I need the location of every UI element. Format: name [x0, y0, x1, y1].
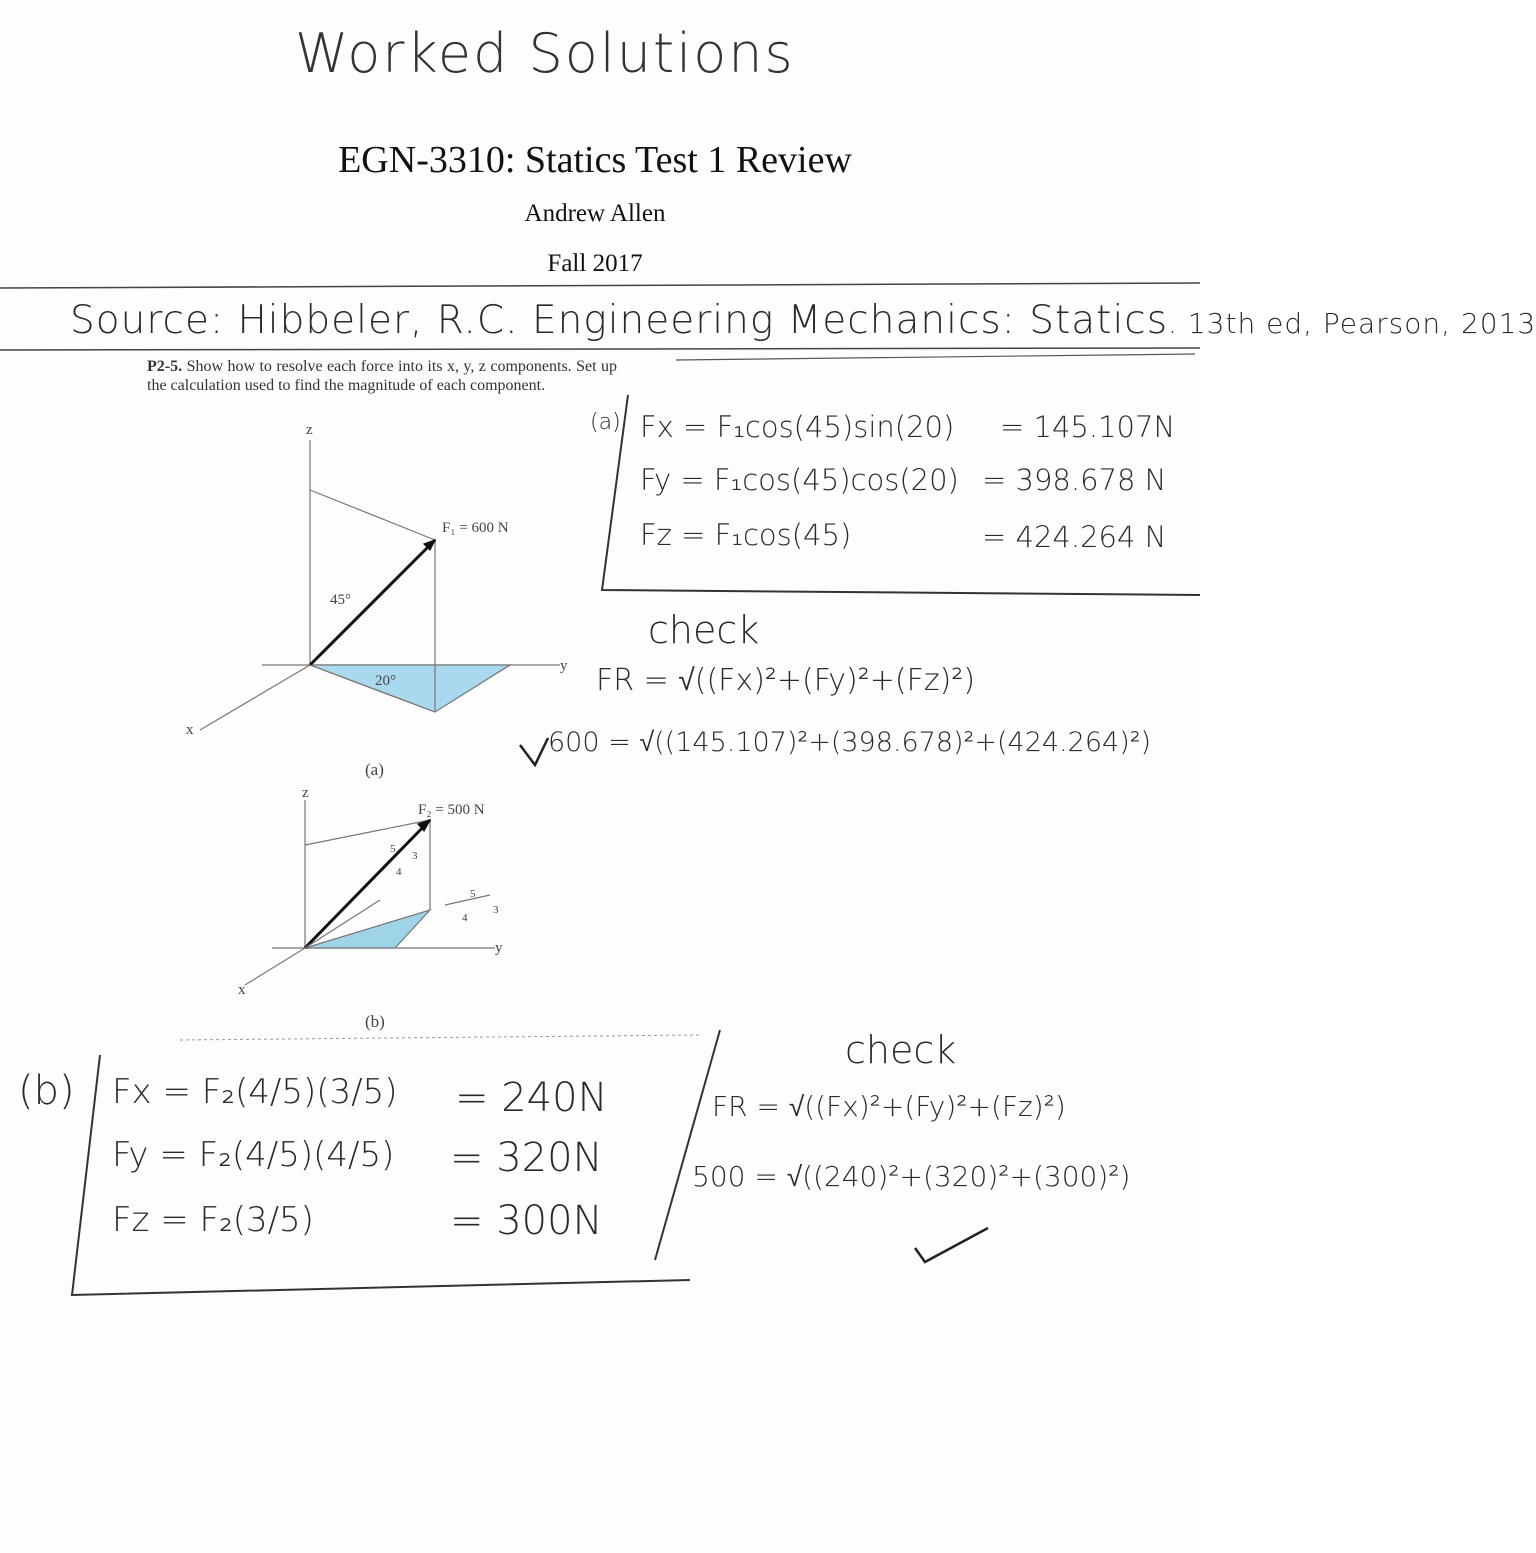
- fig-b-force-label: F₂ = 500 N: [418, 802, 485, 818]
- fig-b-x-label: x: [238, 982, 246, 998]
- fig-a-angle-20: 20°: [375, 673, 396, 689]
- part-a-fx-eq: Fx = F₁cos(45)sin(20): [640, 410, 955, 444]
- fig-a-caption: (a): [365, 760, 384, 779]
- fig-b-tri1-adj: 4: [396, 866, 402, 878]
- fig-b-tri1-hyp: 5: [390, 843, 396, 855]
- fig-b-x-axis: [245, 948, 305, 985]
- part-b-label: (b): [18, 1068, 75, 1114]
- part-b-fy-eq: Fy = F₂(4/5)(4/5): [112, 1135, 395, 1175]
- part-a-check-formula: FR = √((Fx)²+(Fy)²+(Fz)²): [596, 663, 976, 698]
- part-a-fz-val: = 424.264 N: [982, 520, 1167, 554]
- part-b-top-rule: [180, 1035, 700, 1040]
- part-b-divider: [655, 1030, 720, 1260]
- figure-b: [245, 800, 495, 985]
- fig-a-z-label: z: [306, 422, 313, 438]
- handwritten-title: Worked Solutions: [295, 22, 795, 85]
- fig-a-top-line: [310, 490, 435, 540]
- problem-number: P2-5.: [147, 358, 183, 375]
- part-b-fx-val: = 240N: [455, 1075, 608, 1121]
- part-b-fy-val: = 320N: [450, 1135, 603, 1181]
- part-b-check-label: check: [845, 1028, 957, 1072]
- fig-a-shaded-plane: [310, 665, 510, 712]
- fig-b-tri2-opp: 3: [493, 904, 499, 916]
- fig-a-force-arrow: [310, 540, 435, 665]
- source-rest: Mechanics: Statics: [787, 298, 1169, 343]
- source-edition: . 13th ed, Pearson, 2013: [1168, 307, 1536, 340]
- rule-line-top: [0, 283, 1200, 288]
- part-a-check-numeric: 600 = √((145.107)²+(398.678)²+(424.264)²): [548, 727, 1152, 758]
- author-name: Andrew Allen: [524, 200, 666, 227]
- course-title: EGN-3310: Statics Test 1 Review: [338, 139, 852, 181]
- part-a-check-label: check: [648, 608, 760, 652]
- source-prefix: Source: Hibbeler, R.C. Engineering: [70, 298, 775, 343]
- fig-a-angle-45: 45°: [330, 592, 351, 608]
- part-b-check-formula: FR = √((Fx)²+(Fy)²+(Fz)²): [712, 1090, 1066, 1123]
- fig-b-small-tri: [445, 895, 490, 905]
- fig-b-y-label: y: [495, 940, 503, 956]
- fig-a-y-label: y: [560, 658, 568, 674]
- part-a-checkmark-stroke: [520, 738, 548, 765]
- rule-line-bottom: [0, 348, 1200, 350]
- problem-text: Show how to resolve each force into its x, y, z components. Set up the calculation used to find the magnitude of each component.: [147, 358, 618, 394]
- part-a-fx-val: = 145.107N: [1000, 410, 1176, 444]
- fig-b-tri1-opp: 3: [412, 850, 418, 862]
- part-a-fy-eq: Fy = F₁cos(45)cos(20): [640, 463, 959, 497]
- part-b-fz-val: = 300N: [450, 1198, 603, 1244]
- fig-a-x-axis: [200, 665, 310, 730]
- fig-b-z-label: z: [302, 785, 309, 801]
- source-citation: [70, 298, 1536, 343]
- part-b-check-numeric: 500 = √((240)²+(320)²+(300)²): [692, 1160, 1131, 1193]
- fig-b-tri2-adj: 4: [462, 912, 468, 924]
- part-a-fy-val: = 398.678 N: [982, 463, 1167, 497]
- fig-a-force-label: F₁ = 600 N: [442, 520, 509, 536]
- fig-b-tri2-hyp: 5: [470, 888, 476, 900]
- part-b-fx-eq: Fx = F₂(4/5)(3/5): [112, 1072, 398, 1112]
- term-label: Fall 2017: [547, 250, 643, 277]
- problem-statement: [147, 357, 617, 395]
- fig-a-x-label: x: [186, 722, 194, 738]
- fig-b-caption: (b): [365, 1012, 385, 1031]
- part-a-label: (a): [590, 410, 621, 435]
- part-b-fz-eq: Fz = F₂(3/5): [112, 1200, 314, 1240]
- part-a-fz-eq: Fz = F₁cos(45): [640, 518, 852, 552]
- part-b-checkmark: [915, 1228, 988, 1262]
- answer-box-top: [676, 354, 1195, 360]
